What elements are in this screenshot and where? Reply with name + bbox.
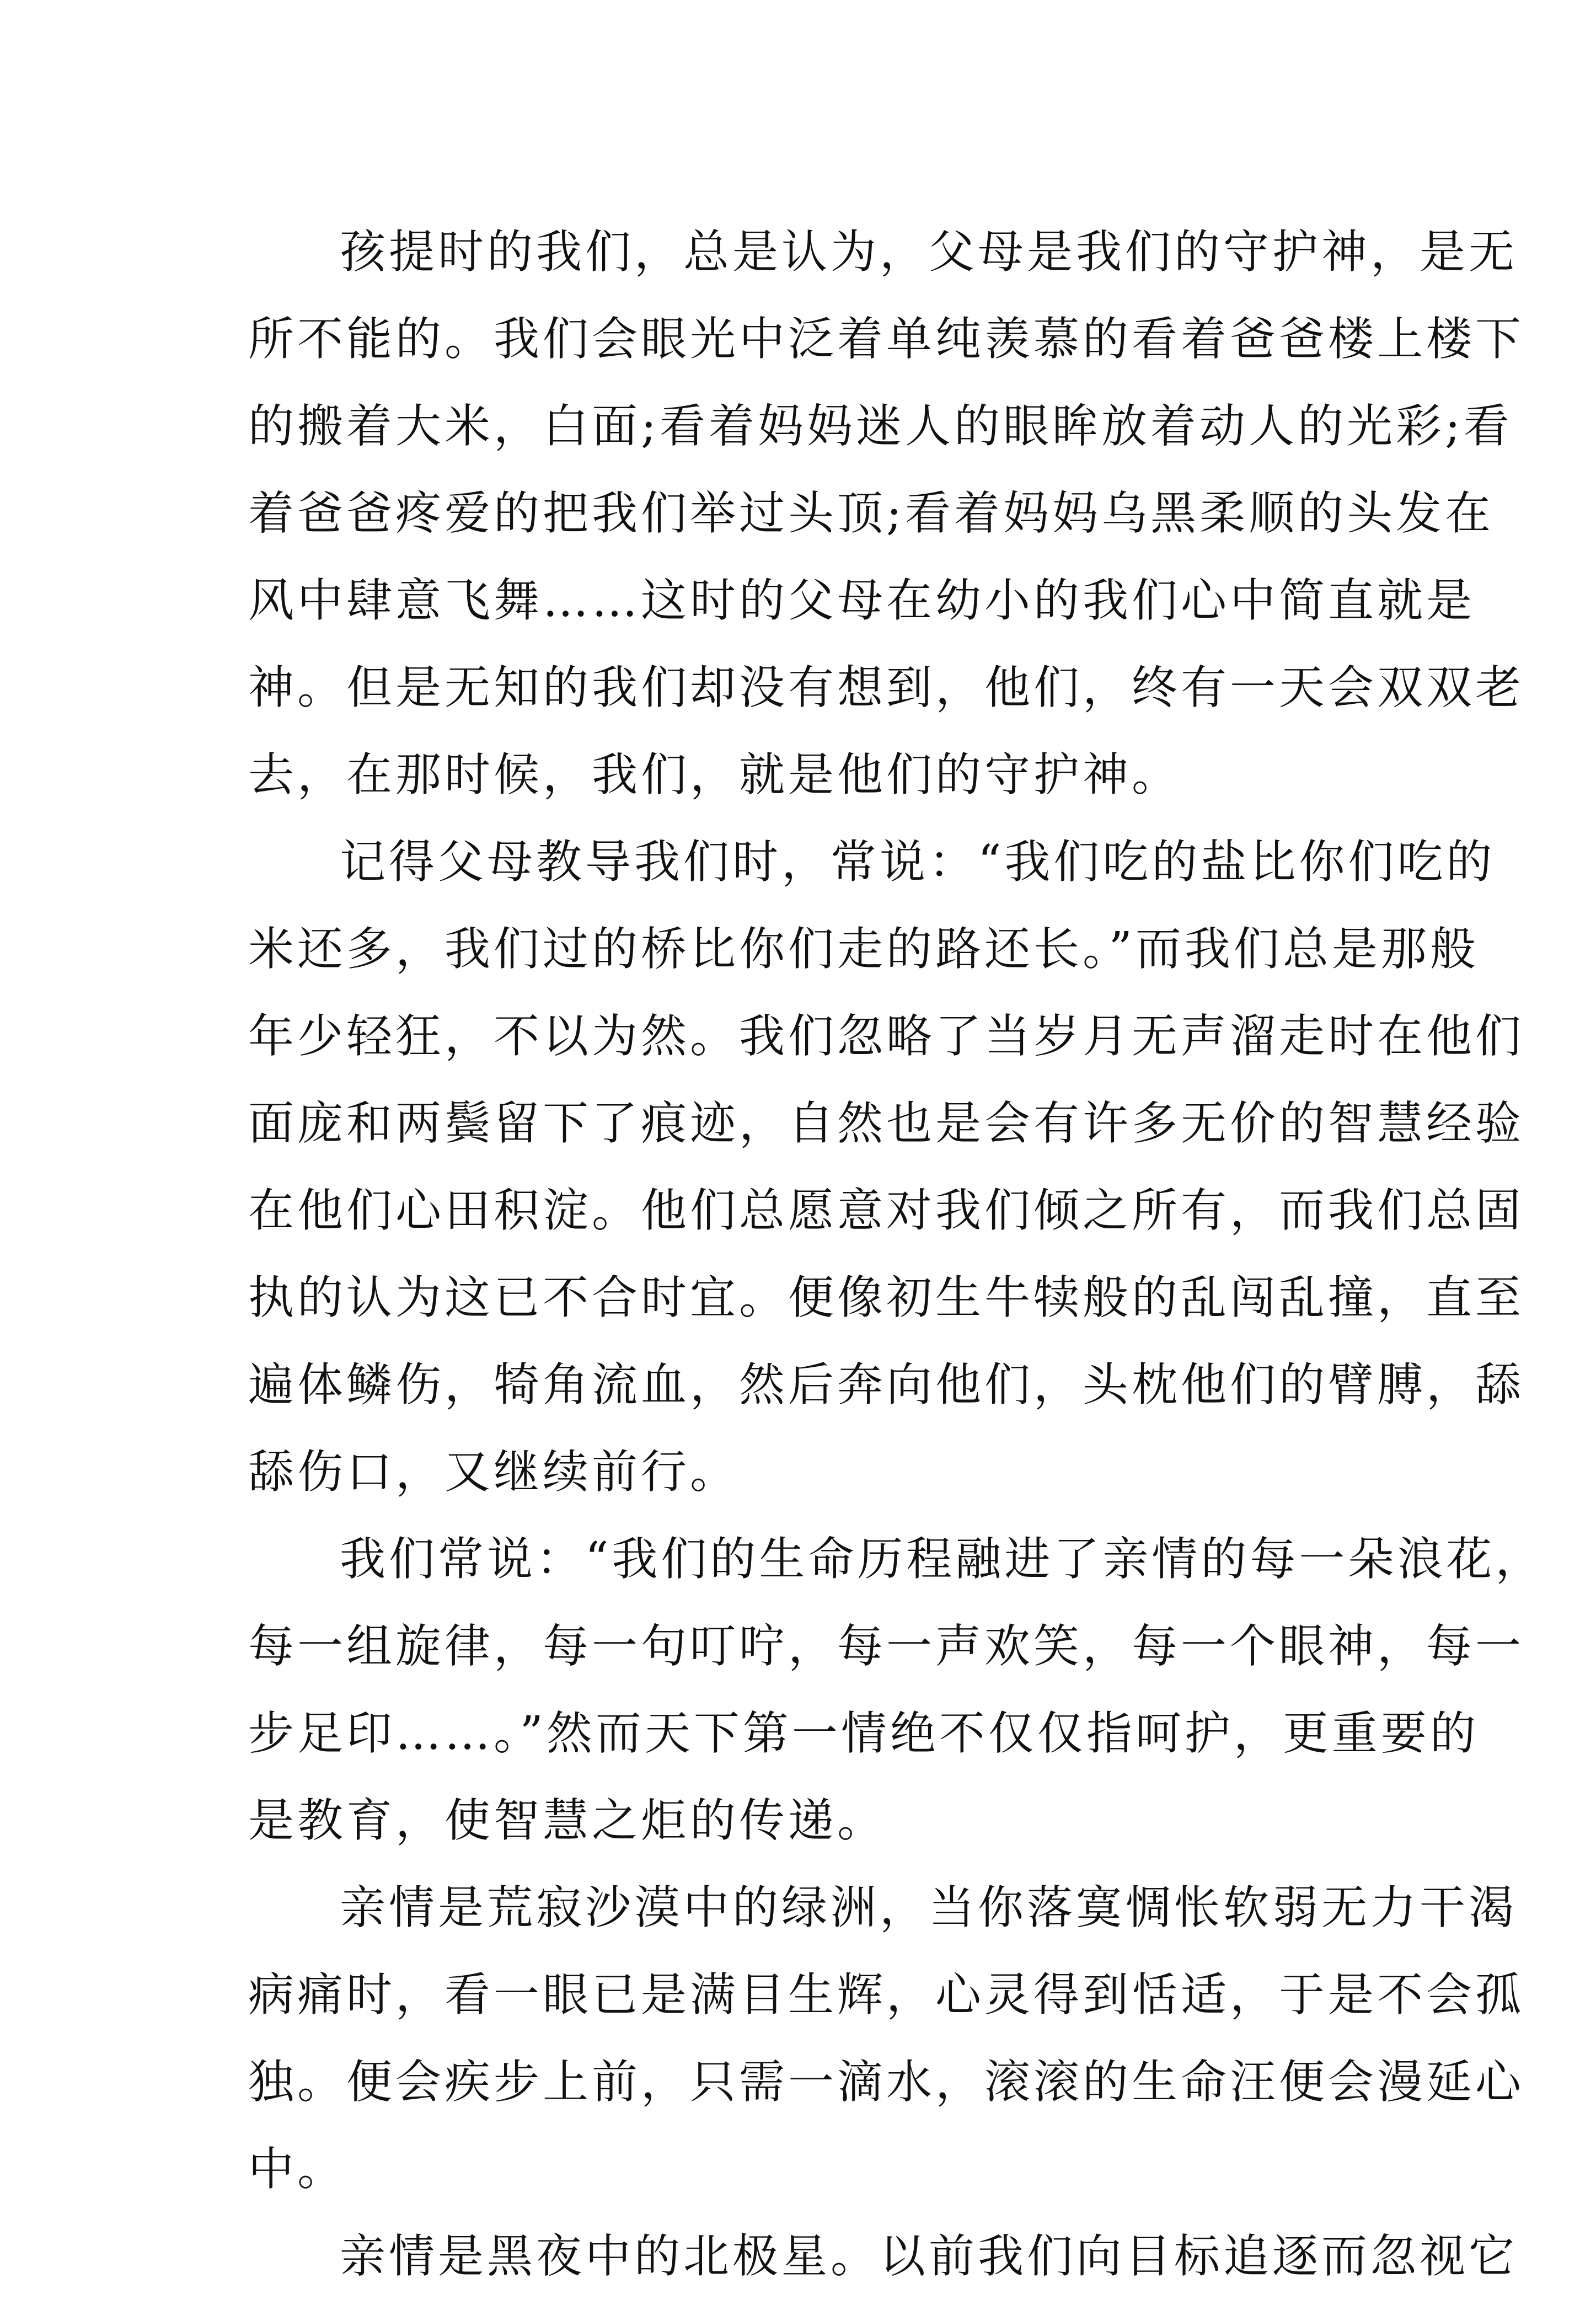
text-line: 舔伤口，又继续前行。 [248, 1445, 739, 1499]
text-line: 亲情是荒寂沙漠中的绿洲，当你落寞惆怅软弱无力干渴 [340, 1881, 1518, 1934]
text-line: 步足印……。”然而天下第一情绝不仅仅指呵护，更重要的 [248, 1707, 1479, 1760]
text-line: 每一组旋律，每一句叮咛，每一声欢笑，每一个眼神，每一 [248, 1619, 1524, 1673]
paragraph-2 [248, 819, 1524, 1516]
text-line: 记得父母教导我们时，常说：“我们吃的盐比你们吃的 [340, 835, 1496, 889]
text-line: 风中肆意飞舞……这时的父母在幼小的我们心中简直就是 [248, 574, 1475, 627]
text-line: 亲情是黑夜中的北极星。以前我们向目标追逐而忽视它 [340, 2229, 1518, 2283]
text-line: 面庞和两鬓留下了痕迹，自然也是会有许多无价的智慧经验 [248, 1096, 1524, 1150]
text-line: 中。 [248, 2142, 346, 2196]
text-line: 的搬着大米，白面;看着妈妈迷人的眼眸放着动人的光彩;看 [248, 399, 1513, 453]
text-line: 在他们心田积淀。他们总愿意对我们倾之所有，而我们总固 [248, 1184, 1524, 1237]
text-line: 着爸爸疼爱的把我们举过头顶;看着妈妈乌黑柔顺的头发在 [248, 486, 1494, 540]
paragraph-1 [248, 208, 1524, 819]
text-line: 年少轻狂，不以为然。我们忽略了当岁月无声溜走时在他们 [248, 1009, 1524, 1063]
text-line: 去，在那时候，我们，就是他们的守护神。 [248, 748, 1181, 801]
paragraph-4 [248, 1864, 1524, 2213]
text-line: 病痛时，看一眼已是满目生辉，心灵得到恬适，于是不会孤 [248, 1968, 1524, 2021]
text-line: 独。便会疾步上前，只需一滴水，滚滚的生命汪便会漫延心 [248, 2055, 1524, 2109]
text-line: 米还多，我们过的桥比你们走的路还长。”而我们总是那般 [248, 922, 1479, 976]
paragraph-5 [248, 2213, 1518, 2300]
text-line: 孩提时的我们，总是认为，父母是我们的守护神，是无 [340, 225, 1518, 279]
document-body [248, 208, 1545, 2300]
text-line: 是教育，使智慧之炬的传递。 [248, 1794, 886, 1847]
text-line: 所不能的。我们会眼光中泛着单纯羡慕的看着爸爸楼上楼下 [248, 312, 1524, 366]
text-line: 我们常说：“我们的生命历程融进了亲情的每一朵浪花， [340, 1532, 1545, 1586]
text-line: 执的认为这已不合时宜。便像初生牛犊般的乱闯乱撞，直至 [248, 1271, 1524, 1324]
paragraph-3 [248, 1516, 1545, 1864]
text-line: 神。但是无知的我们却没有想到，他们，终有一天会双双老 [248, 661, 1524, 714]
text-line: 遍体鳞伤，犄角流血，然后奔向他们，头枕他们的臂膊，舔 [248, 1358, 1524, 1411]
